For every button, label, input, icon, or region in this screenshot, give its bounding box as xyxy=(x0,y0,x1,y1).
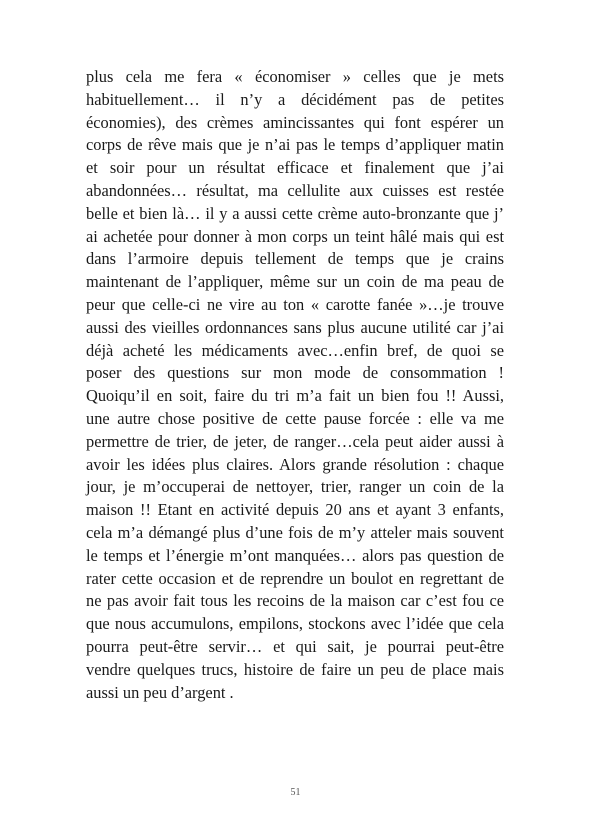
text-line: aussi un peu d’argent . xyxy=(86,682,234,702)
text-line: pourra peut-être servir… et qui sait, je pourrai peut-être xyxy=(86,636,504,656)
text-line: le temps et l’énergie m’ont manquées… alors pas question de xyxy=(86,545,504,565)
text-line: et soir pour un résultat efficace et finalement que j’ai xyxy=(86,158,504,178)
text-line: corps de rêve mais que je n’ai pas le temps d’appliquer matin xyxy=(86,135,504,155)
text-line: plus cela me fera « économiser » celles que je mets xyxy=(86,67,504,86)
text-line: maison !! Etant en activité depuis 20 ans et ayant 3 enfants, xyxy=(86,500,504,520)
text-line: ne pas avoir fait tous les recoins de la maison car c’est fou ce xyxy=(86,591,504,611)
text-line: avoir les idées plus claires. Alors grande résolution : chaque xyxy=(86,454,504,474)
text-line: ai achetée pour donner à mon corps un teint hâlé mais qui est xyxy=(86,226,504,246)
text-line: poser des questions sur mon mode de consommation ! xyxy=(86,363,504,383)
text-line: maintenant de l’appliquer, même sur un coin de ma peau de xyxy=(86,272,504,292)
text-line: déjà acheté les médicaments avec…enfin bref, de quoi se xyxy=(86,340,504,360)
text-line: Quoiqu’il en soit, faire du tri m’a fait un bien fou !! Aussi, xyxy=(86,386,504,406)
text-line: aussi des vieilles ordonnances sans plus aucune utilité car j’ai xyxy=(86,317,504,337)
text-line: économies), des crèmes amincissantes qui font espérer un xyxy=(86,112,504,132)
text-line: peur que celle-ci ne vire au ton « carotte fanée »…je trouve xyxy=(86,294,504,314)
text-line: que nous accumulons, empilons, stockons avec l’idée que cela xyxy=(86,614,504,634)
text-line: cela m’a démangé plus d’une fois de m’y atteler mais souvent xyxy=(86,522,504,542)
text-line: jour, je m’occuperai de nettoyer, trier, ranger un coin de la xyxy=(86,477,504,497)
text-line: dans l’armoire depuis tellement de temps que je crains xyxy=(86,249,504,269)
text-line: une autre chose positive de cette pause forcée : elle va me xyxy=(86,408,504,428)
text-line: rater cette occasion et de reprendre un boulot en regrettant de xyxy=(86,568,504,588)
body-text xyxy=(86,66,504,704)
page-number: 51 xyxy=(290,787,301,798)
text-line: habituellement… il n’y a décidément pas de petites xyxy=(86,89,504,109)
text-line: belle et bien là… il y a aussi cette crème auto-bronzante que j’ xyxy=(86,203,504,223)
text-line: permettre de trier, de jeter, de ranger…cela peut aider aussi à xyxy=(86,431,504,451)
text-line: vendre quelques trucs, histoire de faire un peu de place mais xyxy=(86,659,504,679)
text-line: abandonnées… résultat, ma cellulite aux cuisses est restée xyxy=(86,180,504,200)
